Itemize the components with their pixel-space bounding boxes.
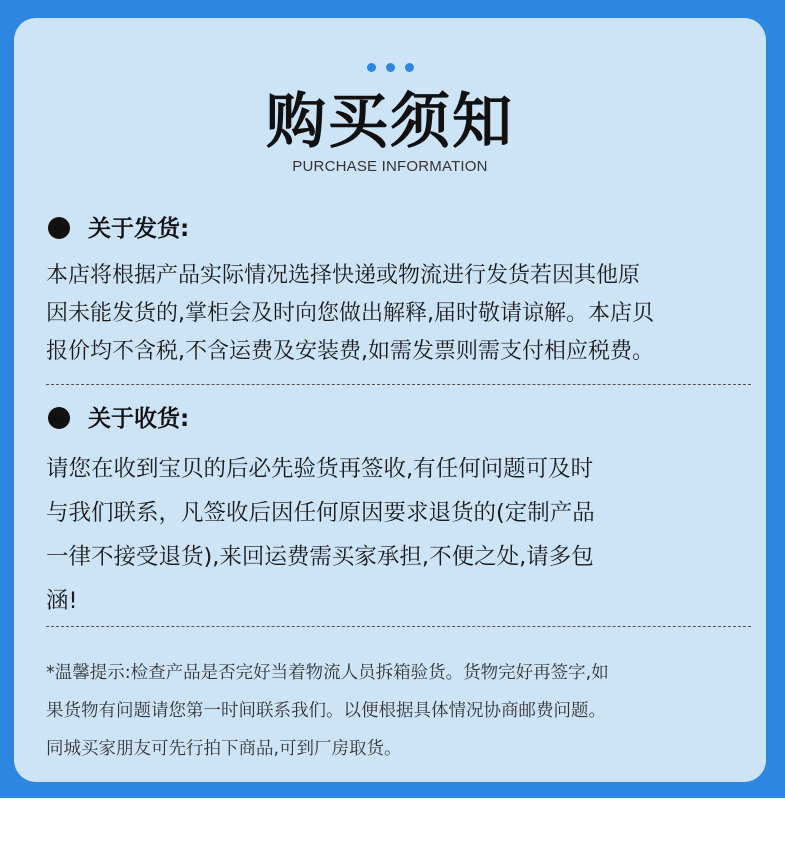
dot-icon xyxy=(367,63,376,72)
dot-icon xyxy=(405,63,414,72)
section-heading-label: 关于发货: xyxy=(88,216,190,242)
paragraph-line: 请您在收到宝贝的后必先验货再签收,有任何问题可及时 xyxy=(46,456,594,482)
dashed-divider xyxy=(46,384,751,385)
paragraph-line: 本店将根据产品实际情况选择快递或物流进行发货若因其他原 xyxy=(46,263,641,288)
decorative-dots xyxy=(14,57,766,67)
shipping-paragraph xyxy=(46,257,746,371)
paragraph-line: 因未能发货的,掌柜会及时向您做出解释,届时敬请谅解。本店贝 xyxy=(46,301,654,326)
paragraph-line: 果货物有问题请您第一时间联系我们。以便根据具体情况协商邮费问题。 xyxy=(46,701,606,721)
section-heading-label: 关于收货: xyxy=(88,406,190,432)
section-heading-shipping xyxy=(48,214,189,244)
bullet-icon xyxy=(48,217,70,239)
page-title: 购买须知 xyxy=(266,87,514,157)
section-heading-receiving xyxy=(48,404,189,434)
notice-card xyxy=(14,18,766,782)
tip-paragraph xyxy=(46,654,746,768)
receiving-paragraph xyxy=(46,447,746,623)
paragraph-line: *温馨提示:检查产品是否完好当着物流人员拆箱验货。货物完好再签字,如 xyxy=(46,663,609,683)
paragraph-line: 报价均不含税,不含运费及安装费,如需发票则需支付相应税费。 xyxy=(46,339,654,364)
dashed-divider xyxy=(46,626,751,627)
paragraph-line: 一律不接受退货),来回运费需买家承担,不便之处,请多包 xyxy=(46,544,594,570)
dot-icon xyxy=(386,63,395,72)
paragraph-line: 同城买家朋友可先行拍下商品,可到厂房取货。 xyxy=(46,739,402,759)
bullet-icon xyxy=(48,407,70,429)
paragraph-line: 涵! xyxy=(46,588,78,614)
paragraph-line: 与我们联系，凡签收后因任何原因要求退货的(定制产品 xyxy=(46,500,595,526)
page-subtitle: PURCHASE INFORMATION xyxy=(292,158,488,175)
